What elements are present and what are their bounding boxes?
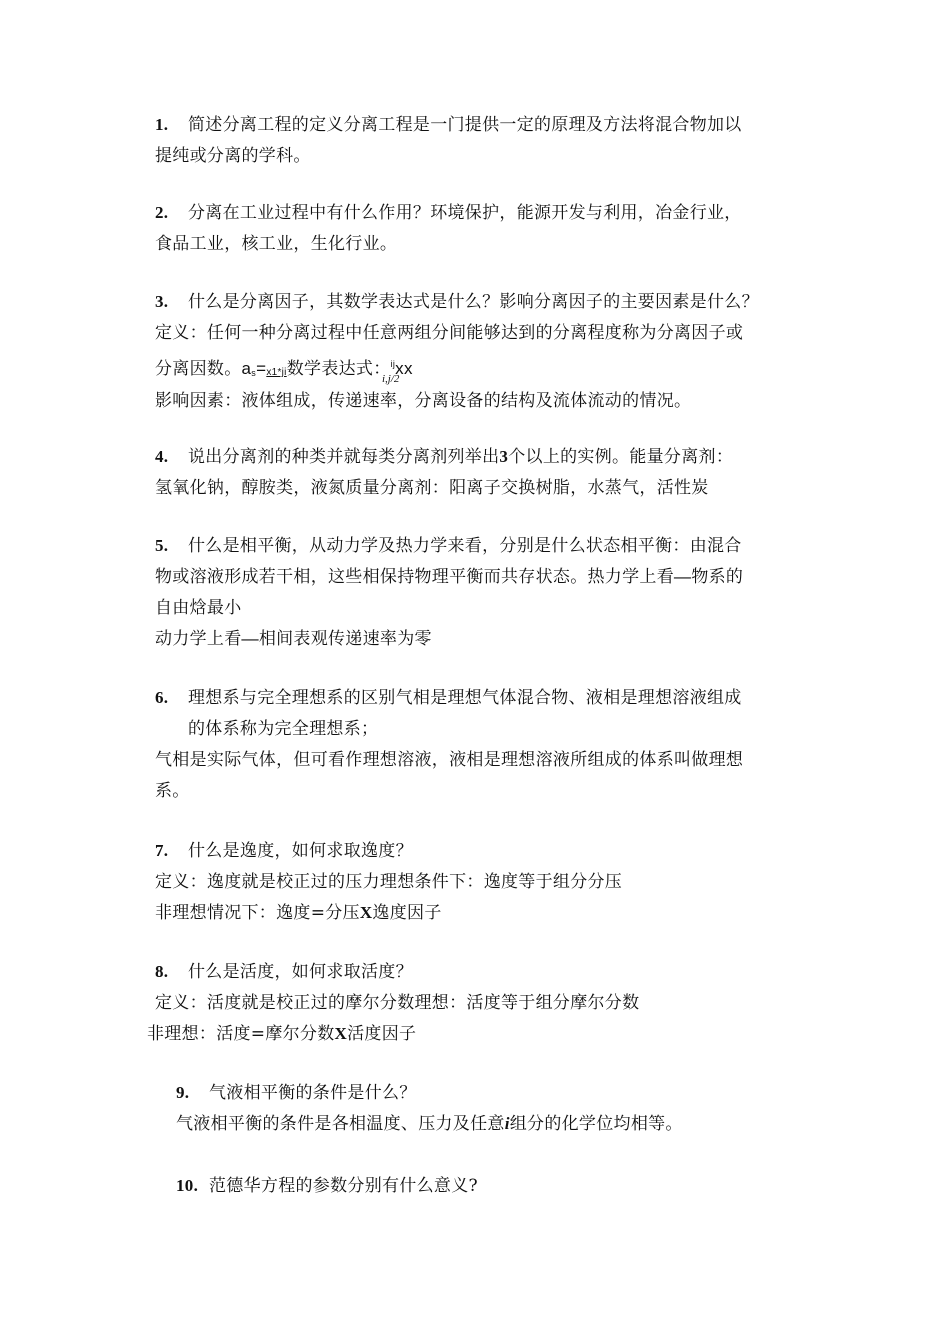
formula-under-label: i,j/2 bbox=[382, 373, 400, 385]
q3-text-4: 影响因素：液体组成，传递速率，分离设备的结构及流体流动的情况。 bbox=[155, 391, 692, 411]
q4-text-1a: 说出分离剂的种类并就每类分离剂列举出 bbox=[188, 447, 500, 467]
q2-text-2: 食品工业，核工业，生化行业。 bbox=[155, 234, 398, 254]
q8-line-3 bbox=[147, 1023, 416, 1045]
q6-text-4: 系。 bbox=[155, 781, 190, 801]
q6-number: 6. bbox=[155, 688, 169, 707]
q6-line-2 bbox=[188, 718, 378, 740]
q4-text-2: 氢氧化钠，醇胺类，液氮质量分离剂：阳离子交换树脂，水蒸气，活性炭 bbox=[155, 478, 709, 498]
q6-line-1 bbox=[155, 687, 742, 709]
q4-line-2 bbox=[155, 477, 709, 499]
q4-line-1 bbox=[155, 446, 733, 468]
q1-number: 1. bbox=[155, 115, 169, 134]
q1-line-1 bbox=[155, 114, 742, 136]
q7-line-2 bbox=[155, 871, 622, 893]
q9-number: 9. bbox=[176, 1083, 190, 1102]
q10-number: 10. bbox=[176, 1176, 199, 1195]
q9-line-1 bbox=[176, 1082, 417, 1104]
q5-line-1 bbox=[155, 535, 742, 557]
q4-text-1c: 个以上的实例。能量分离剂： bbox=[508, 447, 734, 467]
q4-number: 4. bbox=[155, 447, 169, 466]
q6-text-3: 气相是实际气体，但可看作理想溶液，液相是理想溶液所组成的体系叫做理想 bbox=[155, 750, 744, 770]
q9-text-1: 气液相平衡的条件是什么？ bbox=[209, 1083, 417, 1103]
formula-superscript: ij bbox=[390, 359, 396, 369]
q8-text-2: 定义：活度就是校正过的摩尔分数理想：活度等于组分摩尔分数 bbox=[155, 993, 640, 1013]
q5-dash-1: — bbox=[674, 567, 692, 586]
q2-text-1: 分离在工业过程中有什么作用？环境保护，能源开发与利用，冶金行业， bbox=[188, 203, 742, 223]
q7-times: X bbox=[359, 903, 373, 922]
q3-text-3b: 数学表达式： bbox=[286, 359, 391, 379]
q1-text-2: 提纯或分离的学科。 bbox=[155, 146, 311, 166]
q8-text-3c: 活度因子 bbox=[347, 1024, 417, 1044]
q5-number: 5. bbox=[155, 536, 169, 555]
q8-line-1 bbox=[155, 961, 413, 983]
q5-line-4 bbox=[155, 628, 432, 650]
separation-factor-formula bbox=[242, 359, 287, 378]
q7-text-2: 定义：逸度就是校正过的压力理想条件下：逸度等于组分分压 bbox=[155, 872, 623, 892]
q7-line-1 bbox=[155, 840, 413, 862]
q7-text-3a: 非理想情况下：逸度=分压 bbox=[155, 903, 360, 923]
q2-line-2 bbox=[155, 233, 397, 255]
q8-times: X bbox=[334, 1024, 348, 1043]
formula-xx: xx bbox=[395, 359, 413, 378]
q8-line-2 bbox=[155, 992, 639, 1014]
q5-text-3: 自由焓最小 bbox=[155, 598, 242, 618]
q2-number: 2. bbox=[155, 203, 169, 222]
q10-text-1: 范德华方程的参数分别有什么意义? bbox=[209, 1176, 478, 1196]
q1-text-1: 简述分离工程的定义分离工程是一门提供一定的原理及方法将混合物加以 bbox=[188, 115, 742, 135]
q5-line-2 bbox=[155, 566, 743, 588]
q5-text-2a: 物或溶液形成若干相，这些相保持物理平衡而共存状态。热力学上看 bbox=[155, 567, 674, 587]
q3-line-2 bbox=[155, 322, 743, 344]
q3-text-1: 什么是分离因子，其数学表达式是什么？影响分离因子的主要因素是什么？ bbox=[188, 292, 759, 312]
q3-number: 3. bbox=[155, 292, 169, 311]
q2-line-1 bbox=[155, 202, 742, 224]
q5-text-2c: 物系的 bbox=[691, 567, 744, 587]
q7-line-3 bbox=[155, 902, 442, 924]
q4-text-1b: 3 bbox=[499, 447, 509, 466]
q5-text-4a: 动力学上看 bbox=[155, 629, 242, 649]
q9-text-2c: 组分的化学位均相等。 bbox=[509, 1114, 683, 1134]
q6-line-4 bbox=[155, 780, 190, 802]
q5-line-3 bbox=[155, 597, 242, 619]
q7-number: 7. bbox=[155, 841, 169, 860]
q8-number: 8. bbox=[155, 962, 169, 981]
q9-text-2a: 气液相平衡的条件是各相温度、压力及任意 bbox=[176, 1114, 505, 1134]
q6-text-1: 理想系与完全理想系的区别气相是理想气体混合物、液相是理想溶液组成 bbox=[188, 688, 742, 708]
q3-line-4 bbox=[155, 390, 691, 412]
formula-subscript: s bbox=[251, 368, 257, 378]
q1-line-2 bbox=[155, 145, 311, 167]
q3-text-3a: 分离因数。 bbox=[155, 359, 242, 379]
formula-fraction: x1*ji bbox=[266, 367, 287, 378]
q5-text-4c: 相间表观传递速率为零 bbox=[258, 629, 432, 649]
q6-text-2: 的体系称为完全理想系； bbox=[188, 719, 379, 739]
q9-component-i: i bbox=[504, 1114, 510, 1133]
q9-line-2 bbox=[176, 1113, 683, 1135]
q7-text-3c: 逸度因子 bbox=[372, 903, 442, 923]
q8-text-1: 什么是活度，如何求取活度？ bbox=[188, 962, 413, 982]
q5-dash-2: — bbox=[241, 629, 259, 648]
q3-line-3 bbox=[155, 353, 413, 384]
q3-line-1 bbox=[155, 291, 759, 313]
q7-text-1: 什么是逸度，如何求取逸度？ bbox=[188, 841, 413, 861]
q10-line-1 bbox=[176, 1175, 478, 1197]
formula-equals: = bbox=[256, 359, 267, 378]
q6-line-3 bbox=[155, 749, 743, 771]
q8-text-3a: 非理想：活度=摩尔分数 bbox=[147, 1024, 335, 1044]
formula-alpha: a bbox=[241, 359, 252, 378]
q5-text-1: 什么是相平衡，从动力学及热力学来看，分别是什么状态相平衡：由混合 bbox=[188, 536, 742, 556]
q3-text-2: 定义：任何一种分离过程中任意两组分间能够达到的分离程度称为分离因子或 bbox=[155, 323, 744, 343]
